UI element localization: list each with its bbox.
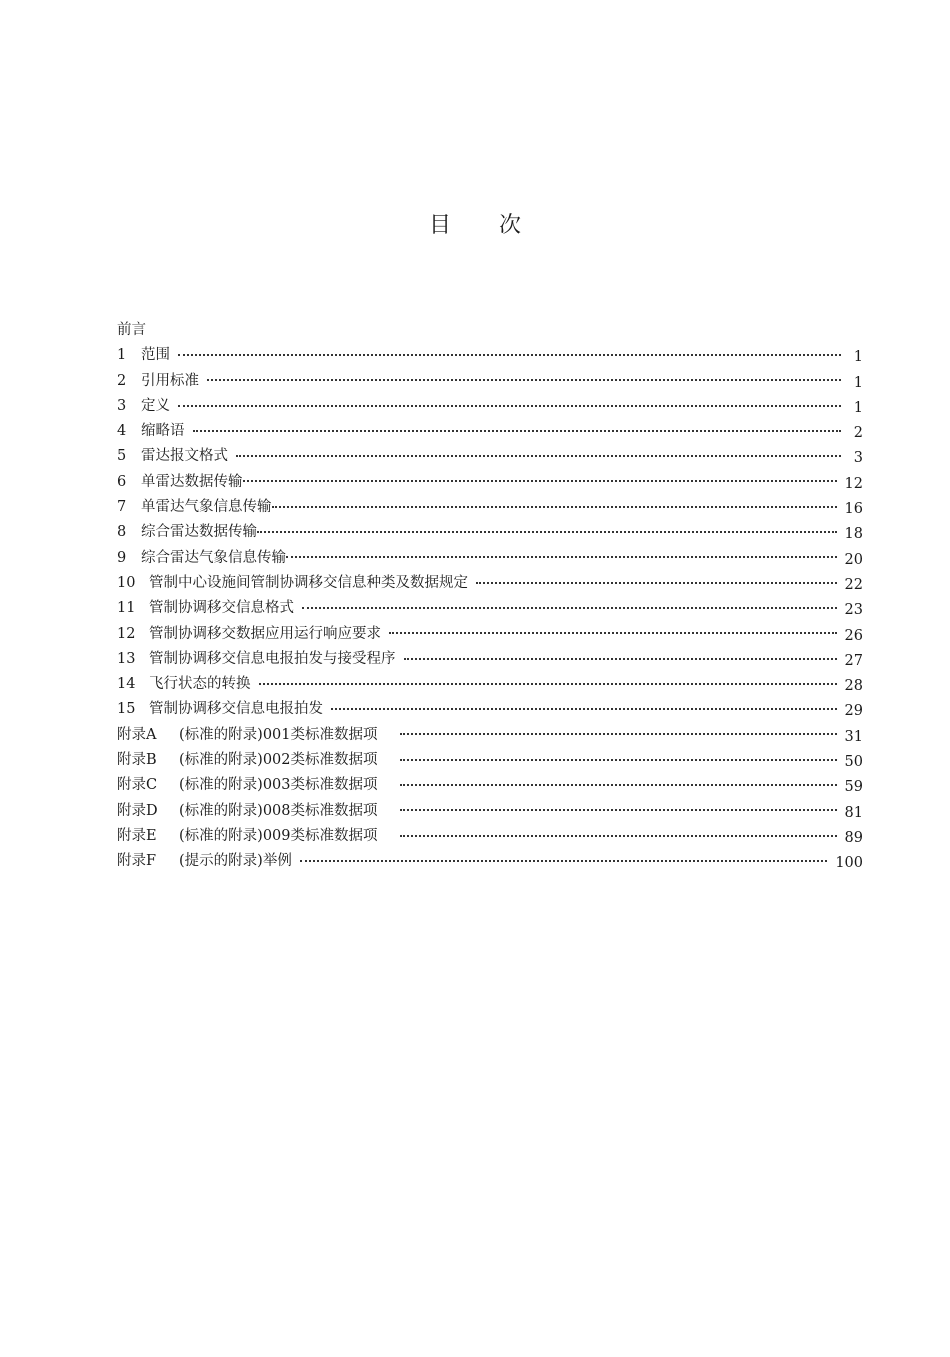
toc-entry-10[interactable]: [117, 571, 863, 596]
toc-entry-label: 综合雷达气象信息传输: [141, 549, 286, 566]
toc-entry-11[interactable]: [117, 596, 863, 621]
toc-appendix-page: 50: [844, 754, 863, 771]
toc-entry-number: 1: [117, 347, 127, 364]
toc-preface[interactable]: 前言: [117, 322, 146, 338]
toc-entry-page: 1: [853, 349, 863, 366]
toc-dot-leader: [300, 860, 827, 862]
toc-entry-label: 范围: [141, 347, 170, 364]
toc-entry-number: 9: [117, 549, 127, 566]
toc-entry-number: 6: [117, 473, 127, 490]
toc-entry-page: 26: [844, 627, 863, 644]
toc-appendix-page: 31: [844, 728, 863, 745]
toc-entry-13[interactable]: [117, 647, 863, 672]
toc-entry-4[interactable]: [117, 419, 863, 444]
toc-entry-page: 12: [844, 475, 863, 492]
toc-entry-14[interactable]: [117, 672, 863, 697]
toc-appendix-label: (标准的附录)003类标准数据项: [179, 777, 378, 794]
toc-entry-number: 5: [117, 448, 127, 465]
toc-dot-leader: [400, 759, 837, 761]
toc-dot-leader: [178, 405, 841, 407]
toc-entry-2[interactable]: [117, 369, 863, 394]
toc-entry-page: 22: [844, 576, 863, 593]
toc-entry-9[interactable]: [117, 546, 863, 571]
toc-appendix-number: 附录C: [117, 777, 158, 794]
toc-dot-leader: [193, 430, 842, 432]
toc-appendix-label: (标准的附录)002类标准数据项: [179, 752, 378, 769]
toc-entry-12[interactable]: [117, 622, 863, 647]
toc-entry-page: 1: [853, 399, 863, 416]
toc-entry-5[interactable]: [117, 444, 863, 469]
toc-appendix-number: 附录F: [117, 853, 157, 870]
toc-appendix-number: 附录E: [117, 827, 157, 844]
toc-appendix-b[interactable]: [117, 748, 863, 773]
toc-entry-number: 12: [117, 625, 136, 642]
toc-entry-page: 29: [844, 703, 863, 720]
toc-dot-leader: [400, 835, 837, 837]
toc-entry-number: 3: [117, 397, 127, 414]
toc-appendix-label: (标准的附录)008类标准数据项: [179, 802, 378, 819]
toc-dot-leader: [400, 784, 837, 786]
toc-dot-leader: [259, 683, 837, 685]
toc-title-char-1: 目: [428, 213, 451, 238]
toc-entry-page: 3: [853, 450, 863, 467]
toc-entry-label: 单雷达气象信息传输: [141, 499, 272, 516]
toc-dot-leader: [331, 708, 837, 710]
toc-entry-page: 1: [853, 374, 863, 391]
toc-entry-label: 管制中心设施间管制协调移交信息种类及数据规定: [149, 574, 468, 591]
toc-entry-number: 11: [117, 600, 136, 617]
toc-entry-number: 7: [117, 499, 127, 516]
toc-entry-1[interactable]: [117, 343, 863, 368]
toc-entry-number: 13: [117, 650, 136, 667]
toc-entry-page: 27: [844, 652, 863, 669]
toc-entry-label: 雷达报文格式: [141, 448, 228, 465]
toc-appendix-a[interactable]: [117, 723, 863, 748]
toc-dot-leader: [404, 658, 837, 660]
toc-appendix-d[interactable]: [117, 799, 863, 824]
toc-dot-leader: [178, 354, 841, 356]
toc-appendix-page: 89: [844, 829, 863, 846]
toc-entry-15[interactable]: [117, 697, 863, 722]
toc-dot-leader: [400, 733, 837, 735]
toc-appendix-label: (标准的附录)009类标准数据项: [179, 827, 378, 844]
toc-entry-page: 20: [844, 551, 863, 568]
toc-entry-number: 14: [117, 676, 136, 693]
toc-dot-leader: [236, 455, 841, 457]
toc-appendix-number: 附录A: [117, 726, 157, 743]
toc-entry-label: 管制协调移交信息格式: [149, 600, 294, 617]
toc-appendix-page: 100: [835, 855, 863, 872]
toc-entry-label: 管制协调移交信息电报拍发与接受程序: [149, 650, 396, 667]
toc-appendix-label: (标准的附录)001类标准数据项: [179, 726, 378, 743]
toc-entry-number: 2: [117, 372, 127, 389]
toc-appendix-f[interactable]: [117, 849, 863, 874]
toc-entry-page: 16: [844, 501, 863, 518]
toc-dot-leader: [286, 556, 837, 558]
toc-appendix-page: 81: [844, 804, 863, 821]
toc-entry-page: 23: [844, 602, 863, 619]
toc-entry-3[interactable]: [117, 394, 863, 419]
toc-entry-page: 28: [844, 678, 863, 695]
toc-appendix-c[interactable]: [117, 773, 863, 798]
toc-dot-leader: [302, 607, 837, 609]
toc-entry-label: 定义: [141, 397, 170, 414]
toc-entry-label: 缩略语: [141, 423, 185, 440]
toc-entry-label: 综合雷达数据传输: [141, 524, 257, 541]
toc-entry-8[interactable]: [117, 520, 863, 545]
toc-title-char-2: 次: [499, 213, 522, 238]
toc-dot-leader: [243, 480, 837, 482]
toc-entry-number: 10: [117, 574, 136, 591]
toc-entry-label: 飞行状态的转换: [149, 676, 251, 693]
toc-appendix-label: (提示的附录)举例: [179, 853, 292, 870]
toc-title: [0, 208, 950, 239]
toc-entry-label: 管制协调移交信息电报拍发: [149, 701, 323, 718]
toc-entry-page: 2: [853, 425, 863, 442]
toc-entry-label: 单雷达数据传输: [141, 473, 243, 490]
toc-entry-page: 18: [844, 526, 863, 543]
toc-entry-number: 15: [117, 701, 136, 718]
toc-appendix-e[interactable]: [117, 824, 863, 849]
toc-appendix-page: 59: [844, 779, 863, 796]
toc-dot-leader: [400, 809, 837, 811]
toc-entry-label: 引用标准: [141, 372, 199, 389]
toc-appendix-number: 附录B: [117, 752, 157, 769]
toc-entry-7[interactable]: [117, 495, 863, 520]
toc-entry-6[interactable]: [117, 470, 863, 495]
toc-entry-number: 4: [117, 423, 127, 440]
toc-dot-leader: [272, 506, 837, 508]
toc-entry-label: 管制协调移交数据应用运行响应要求: [149, 625, 381, 642]
toc-dot-leader: [257, 531, 837, 533]
toc-dot-leader: [389, 632, 837, 634]
table-of-contents: [117, 318, 863, 875]
toc-dot-leader: [207, 379, 841, 381]
toc-appendix-number: 附录D: [117, 802, 158, 819]
toc-entry-number: 8: [117, 524, 127, 541]
toc-dot-leader: [476, 582, 837, 584]
